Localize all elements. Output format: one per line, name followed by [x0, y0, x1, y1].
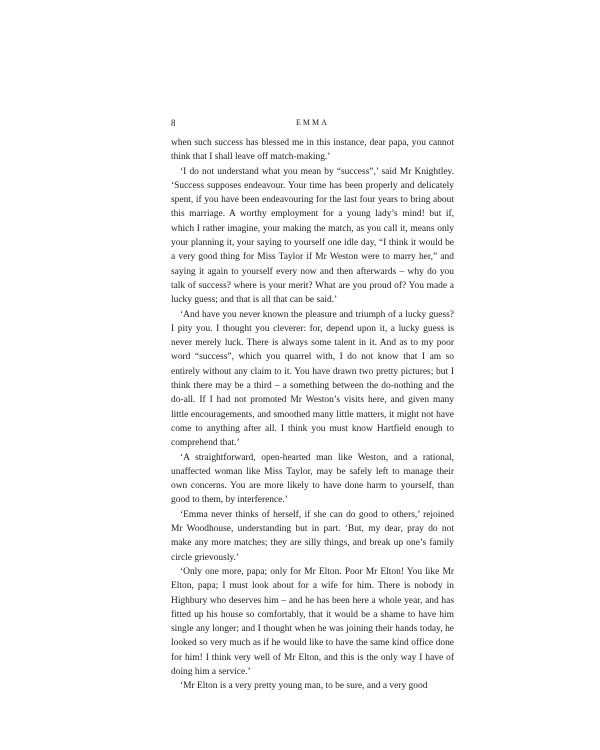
paragraph: ‘Mr Elton is a very pretty young man, to be sure, and a very good — [180, 681, 428, 692]
paragraph: ‘Emma never thinks of herself, if she can do good to others,’ rejoined Mr Woodhouse, understanding but in part. ‘But, my dear, pray do not make any more matches; they are silly things, and break up one’s family circle grievously.’ — [171, 509, 454, 563]
paragraph: ‘I do not understand what you mean by “success”,’ said Mr Knightley. ‘Success supposes endeavour. Your time has been properly and delicately spent, if you have been endeavouring for the last four years to bring about this marriage. A worthy employment for a young lady’s mind! but if, which I rather imagine, your making the match, as you call it, means only your planning it, your saying to yourself one idle day, “I think it would be a very good thing for Miss Taylor if Mr Weston were to marry her,” and saying it again to yourself every now and then afterwards – why do you talk of success? where is your merit? What are you proud of? You made a lucky guess; and that is all that can be said.’ — [171, 166, 454, 306]
book-page — [171, 118, 454, 694]
page-number: 8 — [171, 118, 176, 128]
book-title: EMMA — [296, 118, 329, 127]
paragraph: ‘Only one more, papa; only for Mr Elton. Poor Mr Elton! You like Mr Elton, papa; I must look about for a wife for him. There is nobody in Highbury who deserves him – and he has been here a whole year, and has fitted up his house so comfortably, that it would be a shame to have him single any longer; and I thought when he was joining their hands today, he looked so very much as if he would like to have the same kind office done for him! I think very well of Mr Elton, and this is the only way I have of doing him a service.’ — [171, 566, 454, 677]
paragraph: ‘And have you never known the pleasure and triumph of a lucky guess? I pity you. I thought you cleverer: for, depend upon it, a lucky guess is never merely luck. There is always some talent in it. And as to my poor word “success”, which you quarrel with, I do not know that I am so entirely without any claim to it. You have drawn two pretty pictures; but I think there may be a third – a something between the do-nothing and the do-all. If I had not promoted Mr Weston’s visits here, and given many little encouragements, and smoothed many little matters, it might not have come to anything after all. I think you must know Hartfield enough to comprehend that.’ — [171, 309, 454, 449]
paragraph: ‘A straightforward, open-hearted man like Weston, and a rational, unaffected woman like Miss Taylor, may be safely left to manage their own concerns. You are more likely to have done harm to yourself, than good to them, by interference.’ — [171, 452, 454, 506]
paragraph: when such success has blessed me in this instance, dear papa, you cannot think that I shall leave off match-making.’ — [171, 138, 454, 163]
body-text — [171, 136, 454, 694]
running-head — [171, 118, 454, 132]
